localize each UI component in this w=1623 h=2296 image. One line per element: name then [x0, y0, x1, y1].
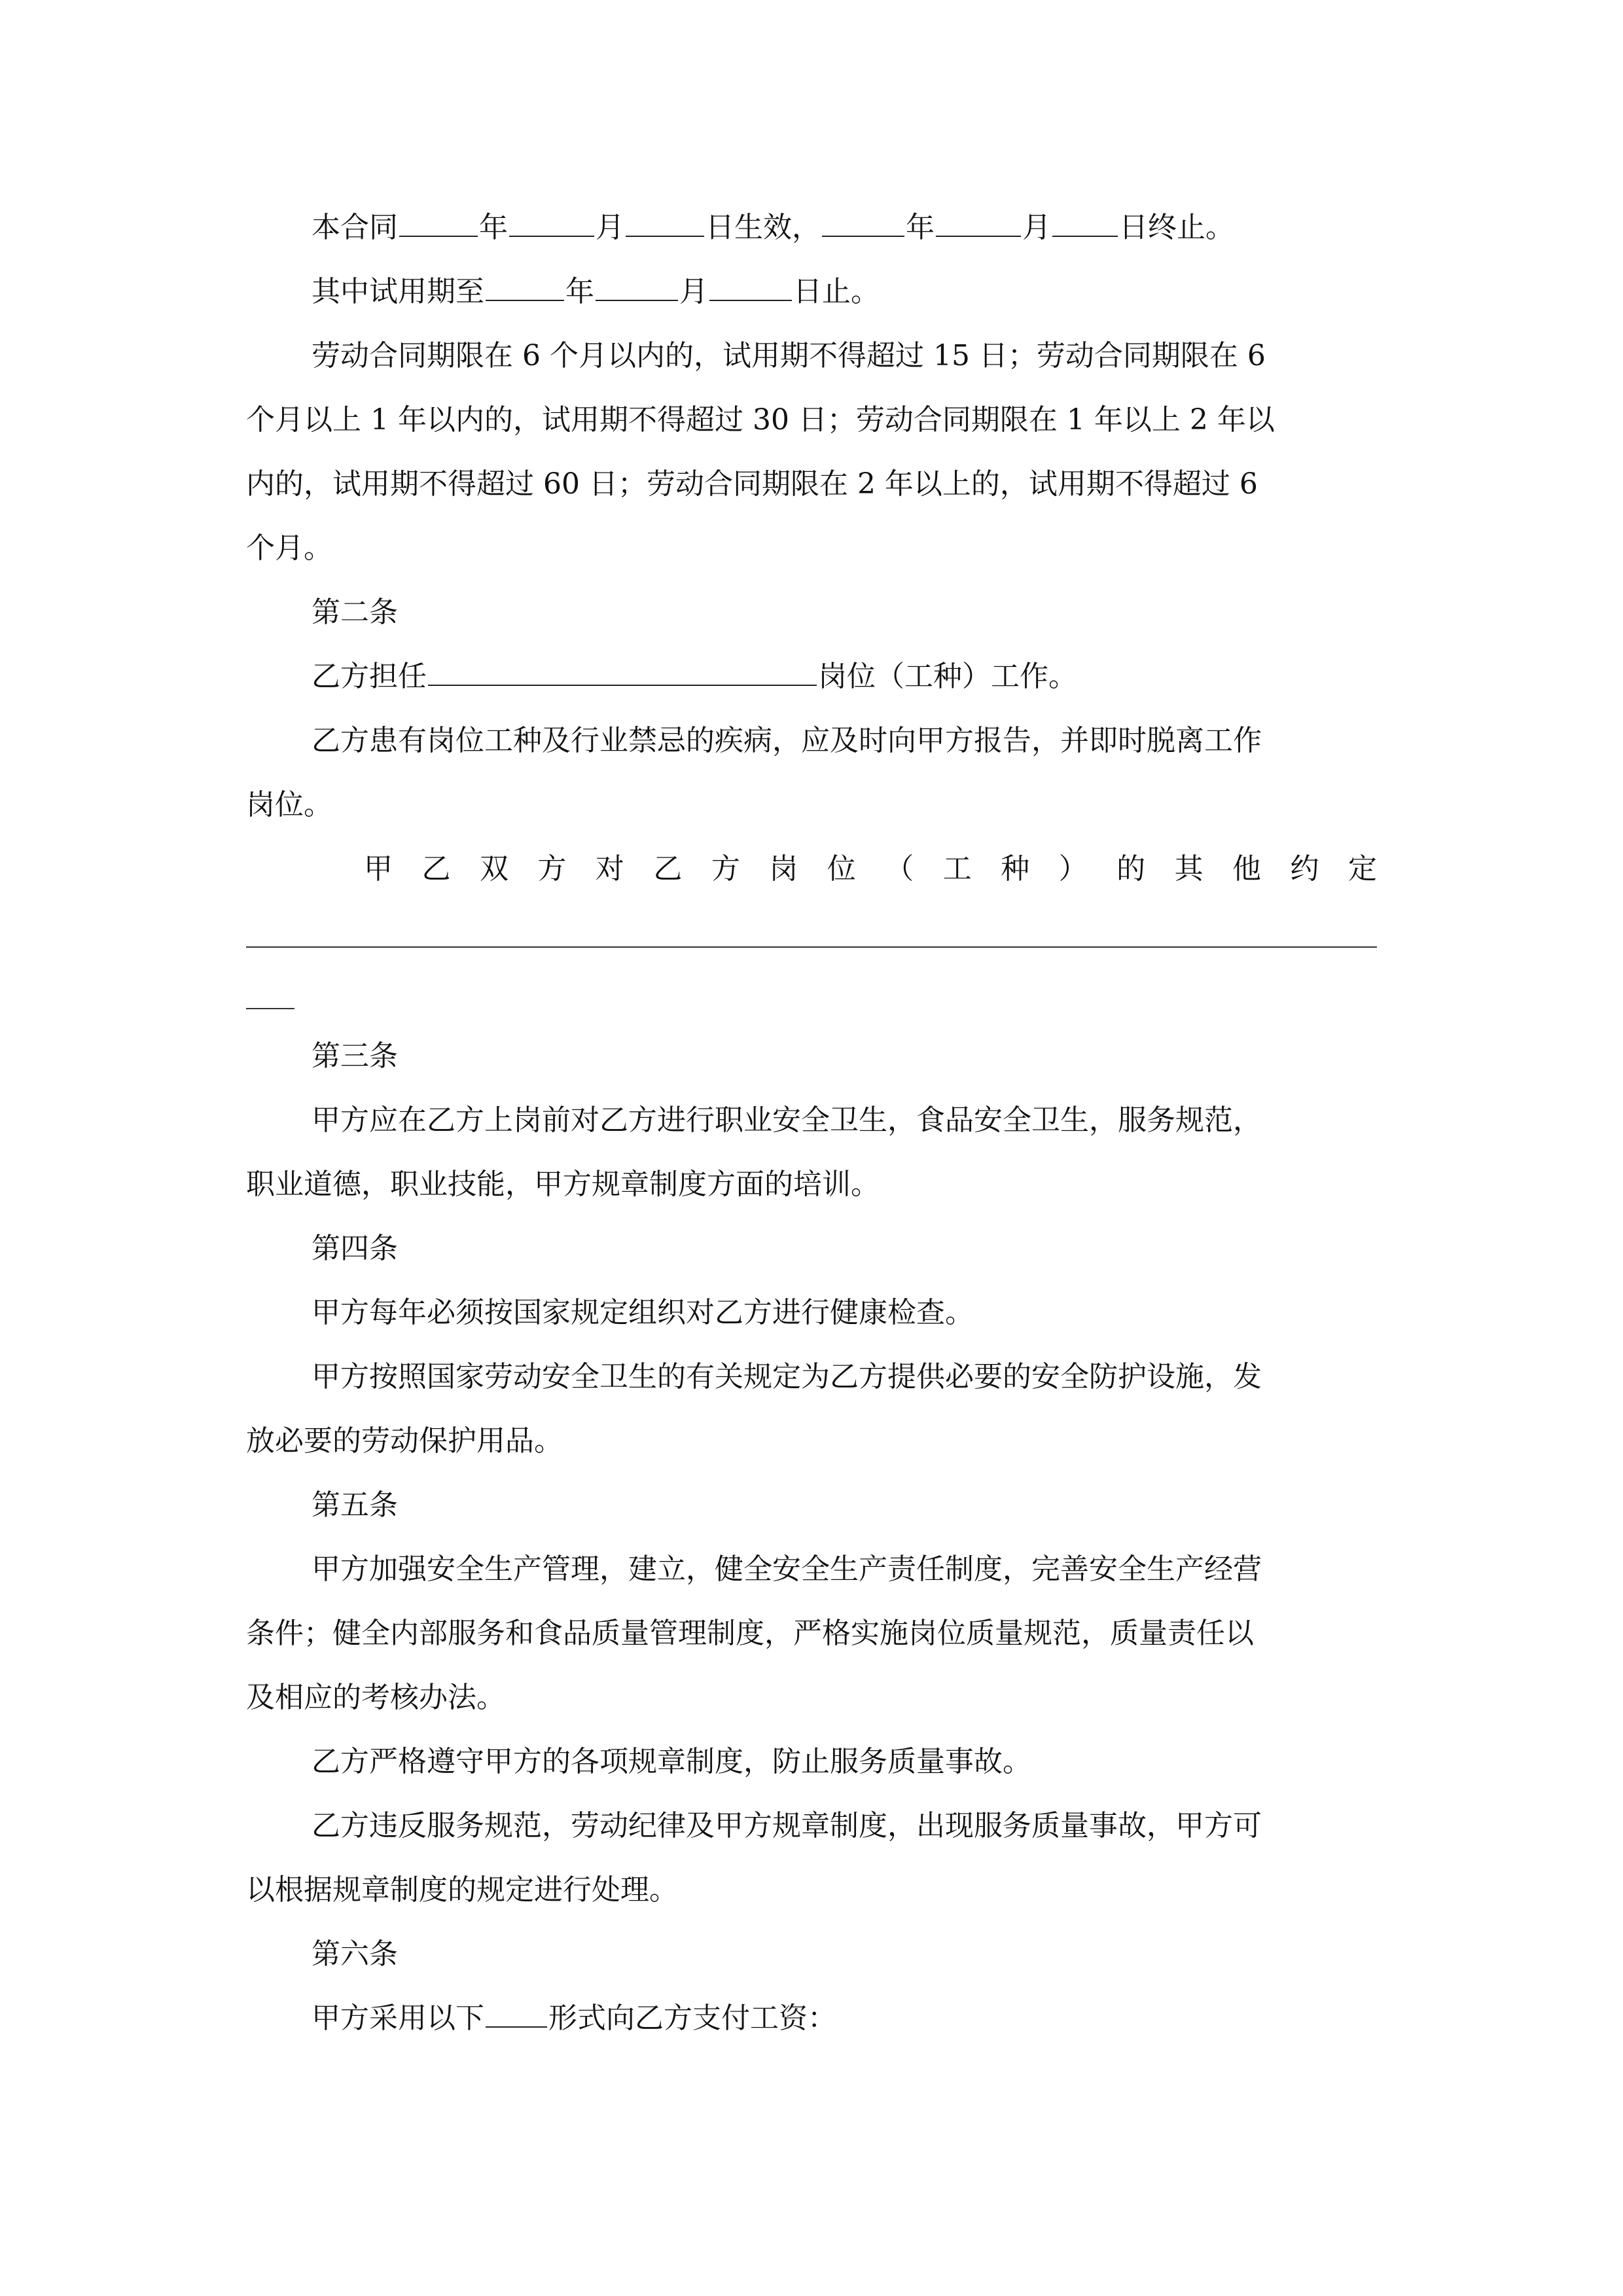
paragraph-line: 个月。	[246, 531, 332, 565]
text-segment: 年	[565, 275, 594, 308]
article-heading: 第六条	[312, 1937, 398, 1971]
char: 方	[537, 852, 567, 886]
char: 工	[942, 852, 972, 886]
blank-field[interactable]	[486, 274, 564, 301]
blank-field[interactable]	[936, 209, 1021, 237]
wage-line	[312, 1999, 1378, 2038]
paragraph-line: 以根据规章制度的规定进行处理。	[246, 1873, 678, 1907]
char: 对	[595, 852, 624, 886]
text-segment: 形式向乙方支付工资：	[548, 2001, 836, 2035]
text-segment: 乙方担任	[312, 660, 427, 693]
other-agreement-line	[364, 850, 1377, 889]
text-segment: 月	[679, 275, 708, 308]
probation-line	[312, 272, 1378, 312]
contract-term-line	[312, 208, 1378, 247]
char: 甲	[364, 852, 393, 886]
char: 双	[479, 852, 508, 886]
char: （	[885, 852, 914, 886]
char: ）	[1058, 852, 1088, 886]
fill-in-underline[interactable]	[246, 1008, 294, 1009]
post-line	[312, 657, 1378, 696]
char: 乙	[653, 852, 683, 886]
paragraph-line: 乙方违反服务规范，劳动纪律及甲方规章制度，出现服务质量事故，甲方可	[312, 1809, 1262, 1842]
char: 方	[711, 852, 740, 886]
paragraph-line: 条件；健全内部服务和食品质量管理制度，严格实施岗位质量规范，质量责任以	[246, 1617, 1254, 1650]
text-segment: 日生效，	[705, 211, 821, 244]
text-segment: 月	[596, 211, 624, 244]
paragraph-line: 甲方加强安全生产管理，建立，健全安全生产责任制度，完善安全生产经营	[312, 1552, 1262, 1586]
text-segment: 月	[1022, 211, 1051, 244]
char: 他	[1232, 852, 1262, 886]
char: 乙	[421, 852, 451, 886]
text-segment: 年	[906, 211, 935, 244]
blank-field[interactable]	[822, 209, 904, 237]
blank-field[interactable]	[626, 209, 704, 237]
char: 位	[827, 852, 856, 886]
text-segment: 其中试用期至	[312, 275, 484, 308]
paragraph-line: 岗位。	[246, 788, 332, 821]
paragraph-line: 乙方患有岗位工种及行业禁忌的疾病，应及时向甲方报告，并即时脱离工作	[312, 724, 1262, 757]
text-segment: 岗位（工种）工作。	[818, 660, 1077, 693]
paragraph-line: 甲方应在乙方上岗前对乙方进行职业安全卫生，食品安全卫生，服务规范，	[312, 1103, 1262, 1137]
blank-field[interactable]	[1052, 209, 1118, 237]
char: 其	[1174, 852, 1204, 886]
char: 定	[1347, 852, 1377, 886]
blank-field[interactable]	[709, 274, 792, 301]
text-segment: 甲方采用以下	[312, 2001, 484, 2035]
text-segment: 本合同	[312, 211, 398, 244]
char: 种	[1001, 852, 1030, 886]
paragraph-line: 及相应的考核办法。	[246, 1681, 505, 1714]
paragraph-line: 甲方按照国家劳动安全卫生的有关规定为乙方提供必要的安全防护设施，发	[312, 1360, 1262, 1393]
blank-field[interactable]	[486, 2000, 547, 2028]
paragraph-line: 职业道德，职业技能，甲方规章制度方面的培训。	[246, 1168, 880, 1201]
paragraph-line: 甲方每年必须按国家规定组织对乙方进行健康检查。	[312, 1296, 974, 1329]
char: 岗	[769, 852, 798, 886]
article-heading: 第二条	[312, 596, 398, 629]
blank-field[interactable]	[509, 209, 594, 237]
blank-field[interactable]	[399, 209, 478, 237]
paragraph-line: 内的，试用期不得超过 60 日；劳动合同期限在 2 年以上的，试用期不得超过 6	[246, 467, 1258, 501]
paragraph-line: 乙方严格遵守甲方的各项规章制度，防止服务质量事故。	[312, 1745, 1031, 1778]
article-heading: 第三条	[312, 1039, 398, 1073]
blank-field[interactable]	[596, 274, 678, 301]
paragraph-line: 劳动合同期限在 6 个月以内的，试用期不得超过 15 日；劳动合同期限在 6	[312, 339, 1266, 372]
paragraph-line: 放必要的劳动保护用品。	[246, 1424, 563, 1458]
text-segment: 日终止。	[1119, 211, 1234, 244]
char: 的	[1116, 852, 1146, 886]
text-segment: 年	[479, 211, 508, 244]
article-heading: 第五条	[312, 1488, 398, 1522]
article-heading: 第四条	[312, 1232, 398, 1265]
text-segment: 日止。	[793, 275, 880, 308]
blank-field[interactable]	[428, 658, 817, 686]
paragraph-line: 个月以上 1 年以内的，试用期不得超过 30 日；劳动合同期限在 1 年以上 2 年以	[246, 403, 1275, 437]
char: 约	[1290, 852, 1319, 886]
fill-in-underline[interactable]	[246, 946, 1377, 948]
